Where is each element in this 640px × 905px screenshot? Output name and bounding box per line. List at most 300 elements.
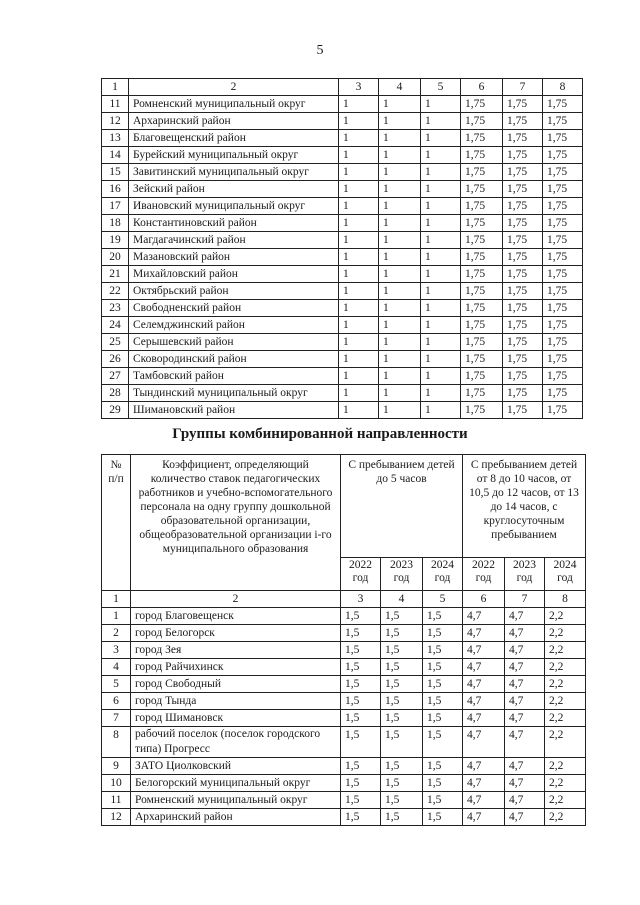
coefficient-cell: 1 [421, 266, 461, 283]
coefficient-cell: 1,75 [543, 198, 583, 215]
coefficient-cell: 1 [379, 317, 421, 334]
coefficient-cell: 1,75 [503, 368, 543, 385]
year-header-cell: 2022 год [463, 558, 505, 591]
coefficient-cell: 1 [379, 385, 421, 402]
coefficient-cell: 1,75 [503, 300, 543, 317]
column-number-cell: 7 [503, 79, 543, 96]
municipality-cell: Сковородинский район [129, 351, 339, 368]
coefficient-cell: 1 [421, 198, 461, 215]
municipality-cell: город Благовещенск [131, 608, 341, 625]
table-row [102, 676, 586, 693]
table-row [102, 164, 583, 181]
coefficient-cell: 4,7 [463, 642, 505, 659]
coefficient-cell: 1,5 [381, 758, 423, 775]
coefficient-cell: 1,5 [423, 775, 463, 792]
column-number-cell: 2 [131, 591, 341, 608]
coefficient-cell: 1 [421, 368, 461, 385]
coefficient-cell: 1,5 [423, 608, 463, 625]
table-row [102, 758, 586, 775]
municipality-cell: ЗАТО Циолковский [131, 758, 341, 775]
table-row [102, 266, 583, 283]
coefficient-cell: 1,5 [423, 710, 463, 727]
coefficient-cell: 1 [421, 96, 461, 113]
table-row [102, 249, 583, 266]
table-row [102, 727, 586, 758]
year-header-cell: 2024 год [545, 558, 586, 591]
coefficient-cell: 1 [421, 130, 461, 147]
coefficient-cell: 1,5 [341, 710, 381, 727]
coefficient-cell: 1,5 [423, 625, 463, 642]
coefficient-cell: 1 [421, 402, 461, 419]
coefficient-cell: 2,2 [545, 809, 586, 826]
coefficient-cell: 1,75 [503, 266, 543, 283]
coefficient-cell: 1 [339, 317, 379, 334]
coefficient-cell: 1 [379, 198, 421, 215]
coefficient-cell: 1,5 [341, 625, 381, 642]
row-number-cell: 3 [102, 642, 131, 659]
coefficient-cell: 2,2 [545, 608, 586, 625]
coefficient-cell: 1,75 [503, 402, 543, 419]
coefficient-cell: 1,75 [543, 130, 583, 147]
column-description-header: Коэффициент, определяющий количество ставок педагогических работников и учебно-вспомогательного персонала на одну группу дошкольной образовательной организации, общеобразовательной организации i-го муниципального образования [131, 455, 341, 591]
coefficient-cell: 1 [421, 351, 461, 368]
coefficient-cell: 4,7 [463, 792, 505, 809]
coefficient-cell: 1,5 [341, 809, 381, 826]
coefficient-cell: 4,7 [505, 727, 545, 758]
coefficient-cell: 1 [339, 181, 379, 198]
coefficient-cell: 1,5 [341, 642, 381, 659]
coefficient-cell: 2,2 [545, 792, 586, 809]
coefficient-cell: 1 [339, 96, 379, 113]
coefficient-cell: 1,75 [543, 96, 583, 113]
coefficient-cell: 2,2 [545, 642, 586, 659]
coefficient-cell: 1,5 [341, 693, 381, 710]
coefficient-cell: 1 [379, 215, 421, 232]
coefficient-cell: 4,7 [505, 676, 545, 693]
year-header-cell: 2024 год [423, 558, 463, 591]
table-row [102, 625, 586, 642]
coefficient-cell: 4,7 [463, 659, 505, 676]
coefficient-cell: 1,5 [341, 758, 381, 775]
coefficient-cell: 1 [379, 232, 421, 249]
coefficient-cell: 1 [379, 181, 421, 198]
coefficient-cell: 1 [339, 232, 379, 249]
group-short-stay-header: С пребыванием детей до 5 часов [341, 455, 463, 558]
coefficient-cell: 1,5 [341, 659, 381, 676]
coefficient-cell: 1,75 [461, 130, 503, 147]
coefficient-cell: 1,75 [503, 385, 543, 402]
table-row [102, 334, 583, 351]
municipality-cell: Белогорский муниципальный округ [131, 775, 341, 792]
coefficient-cell: 1,5 [423, 792, 463, 809]
coefficient-cell: 1,75 [543, 164, 583, 181]
coefficient-cell: 1 [339, 351, 379, 368]
year-header-cell: 2022 год [341, 558, 381, 591]
coefficient-cell: 1,75 [543, 283, 583, 300]
row-number-cell: 24 [102, 317, 129, 334]
coefficient-cell: 1 [339, 147, 379, 164]
municipality-cell: Тындинский муниципальный округ [129, 385, 339, 402]
coefficient-cell: 1 [339, 113, 379, 130]
coefficient-cell: 1 [339, 334, 379, 351]
coefficient-cell: 1 [379, 402, 421, 419]
row-number-cell: 27 [102, 368, 129, 385]
coefficient-cell: 4,7 [505, 659, 545, 676]
row-number-cell: 4 [102, 659, 131, 676]
coefficient-cell: 1,5 [341, 775, 381, 792]
municipality-cell: Архаринский район [129, 113, 339, 130]
municipality-cell: Ивановский муниципальный округ [129, 198, 339, 215]
table-row [102, 198, 583, 215]
municipality-cell: город Шимановск [131, 710, 341, 727]
table-row [102, 351, 583, 368]
coefficient-cell: 4,7 [505, 693, 545, 710]
coefficient-cell: 1,75 [461, 368, 503, 385]
coefficient-cell: 1,5 [423, 809, 463, 826]
coefficient-cell: 4,7 [505, 642, 545, 659]
coefficient-cell: 4,7 [463, 809, 505, 826]
coefficient-cell: 1,75 [461, 96, 503, 113]
coefficient-cell: 1 [379, 113, 421, 130]
coefficient-cell: 1,75 [543, 113, 583, 130]
coefficient-cell: 1,75 [461, 232, 503, 249]
column-number-cell: 8 [543, 79, 583, 96]
row-number-cell: 26 [102, 351, 129, 368]
coefficient-cell: 1 [339, 266, 379, 283]
coefficient-cell: 1,75 [503, 181, 543, 198]
municipality-cell: Завитинский муниципальный округ [129, 164, 339, 181]
row-number-cell: 8 [102, 727, 131, 758]
column-number-header: № п/п [102, 455, 131, 591]
row-number-cell: 25 [102, 334, 129, 351]
coefficient-cell: 1,75 [503, 249, 543, 266]
row-number-cell: 19 [102, 232, 129, 249]
coefficient-cell: 4,7 [463, 676, 505, 693]
row-number-cell: 12 [102, 113, 129, 130]
coefficient-cell: 1,75 [503, 147, 543, 164]
table-row [102, 130, 583, 147]
table-row [102, 809, 586, 826]
coefficient-cell: 1,5 [381, 642, 423, 659]
coefficient-cell: 1 [379, 266, 421, 283]
coefficient-cell: 1 [421, 385, 461, 402]
coefficient-cell: 1,5 [423, 659, 463, 676]
coefficient-cell: 1,75 [503, 232, 543, 249]
column-numbering-row [102, 591, 586, 608]
coefficient-cell: 1,5 [381, 693, 423, 710]
coefficient-cell: 1,75 [461, 334, 503, 351]
coefficient-cell: 4,7 [463, 758, 505, 775]
coefficient-cell: 4,7 [505, 710, 545, 727]
row-number-cell: 28 [102, 385, 129, 402]
coefficient-cell: 1,5 [423, 727, 463, 758]
coefficient-cell: 1 [339, 215, 379, 232]
coefficient-cell: 4,7 [505, 792, 545, 809]
municipality-cell: Архаринский район [131, 809, 341, 826]
coefficient-cell: 1,75 [503, 317, 543, 334]
coefficient-cell: 1,5 [423, 693, 463, 710]
coefficient-cell: 4,7 [463, 608, 505, 625]
coefficient-cell: 2,2 [545, 625, 586, 642]
coefficient-cell: 1 [421, 317, 461, 334]
row-number-cell: 17 [102, 198, 129, 215]
municipality-cell: Магдагачинский район [129, 232, 339, 249]
coefficient-cell: 4,7 [463, 710, 505, 727]
table-row [102, 693, 586, 710]
coefficient-cell: 1 [339, 164, 379, 181]
row-number-cell: 11 [102, 96, 129, 113]
table-row [102, 300, 583, 317]
coefficient-cell: 1,75 [461, 181, 503, 198]
column-number-cell: 6 [463, 591, 505, 608]
coefficient-cell: 2,2 [545, 758, 586, 775]
table-row [102, 642, 586, 659]
coefficient-cell: 1,5 [381, 608, 423, 625]
coefficient-cell: 1,5 [341, 608, 381, 625]
coefficient-cell: 1,5 [341, 792, 381, 809]
column-number-cell: 7 [505, 591, 545, 608]
coefficient-cell: 1,75 [461, 402, 503, 419]
coefficient-cell: 1 [339, 198, 379, 215]
coefficient-cell: 1,5 [381, 809, 423, 826]
row-number-cell: 15 [102, 164, 129, 181]
row-number-cell: 2 [102, 625, 131, 642]
coefficient-cell: 1 [379, 300, 421, 317]
municipality-cell: город Райчихинск [131, 659, 341, 676]
table-row [102, 385, 583, 402]
coefficient-cell: 1,75 [461, 215, 503, 232]
coefficient-cell: 1,75 [543, 232, 583, 249]
coefficient-cell: 4,7 [505, 625, 545, 642]
municipality-cell: Шимановский район [129, 402, 339, 419]
coefficient-cell: 1 [339, 300, 379, 317]
coefficient-cell: 1,75 [543, 266, 583, 283]
coefficient-cell: 2,2 [545, 659, 586, 676]
coefficient-cell: 1,5 [341, 676, 381, 693]
row-number-cell: 21 [102, 266, 129, 283]
municipality-cell: Бурейский муниципальный округ [129, 147, 339, 164]
coefficient-cell: 4,7 [463, 625, 505, 642]
table-row [102, 775, 586, 792]
coefficient-cell: 1,5 [423, 676, 463, 693]
municipality-cell: Ромненский муниципальный округ [129, 96, 339, 113]
row-number-cell: 29 [102, 402, 129, 419]
column-number-cell: 5 [423, 591, 463, 608]
column-number-cell: 8 [545, 591, 586, 608]
coefficient-cell: 1,75 [461, 283, 503, 300]
coefficient-cell: 1 [421, 181, 461, 198]
coefficient-cell: 1,75 [503, 283, 543, 300]
coefficient-cell: 1,75 [503, 164, 543, 181]
coefficient-cell: 1,75 [543, 317, 583, 334]
municipality-cell: Зейский район [129, 181, 339, 198]
table-row [102, 232, 583, 249]
coefficients-table-continued [101, 78, 583, 419]
municipality-cell: Мазановский район [129, 249, 339, 266]
coefficient-cell: 1,75 [543, 402, 583, 419]
coefficient-cell: 2,2 [545, 693, 586, 710]
table-row [102, 792, 586, 809]
column-number-cell: 5 [421, 79, 461, 96]
coefficient-cell: 1 [421, 164, 461, 181]
municipality-cell: город Зея [131, 642, 341, 659]
table-row [102, 215, 583, 232]
table-row [102, 402, 583, 419]
row-number-cell: 14 [102, 147, 129, 164]
coefficient-cell: 1,75 [461, 300, 503, 317]
coefficient-cell: 1,75 [461, 351, 503, 368]
coefficient-cell: 1 [339, 130, 379, 147]
coefficient-cell: 1,75 [543, 385, 583, 402]
coefficient-cell: 1,5 [381, 775, 423, 792]
row-number-cell: 11 [102, 792, 131, 809]
coefficient-cell: 1,75 [503, 130, 543, 147]
coefficient-cell: 1,5 [423, 758, 463, 775]
coefficient-cell: 4,7 [505, 809, 545, 826]
coefficient-cell: 1 [421, 215, 461, 232]
row-number-cell: 12 [102, 809, 131, 826]
coefficient-cell: 1 [379, 334, 421, 351]
table-row [102, 147, 583, 164]
coefficient-cell: 1,5 [381, 659, 423, 676]
table-row [102, 710, 586, 727]
coefficient-cell: 1 [421, 283, 461, 300]
coefficient-cell: 1,5 [381, 625, 423, 642]
coefficient-cell: 1 [379, 147, 421, 164]
coefficient-cell: 4,7 [505, 608, 545, 625]
page-number: 5 [316, 43, 324, 58]
table-row [102, 96, 583, 113]
coefficient-cell: 1,75 [543, 249, 583, 266]
coefficient-cell: 1,75 [461, 147, 503, 164]
coefficient-cell: 4,7 [463, 693, 505, 710]
coefficient-cell: 1,5 [381, 727, 423, 758]
column-number-cell: 3 [341, 591, 381, 608]
coefficient-cell: 1 [339, 385, 379, 402]
table-row [102, 317, 583, 334]
group-long-stay-header: С пребыванием детей от 8 до 10 часов, от 10,5 до 12 часов, от 13 до 14 часов, с круглосуточным пребыванием [463, 455, 586, 558]
year-header-cell: 2023 год [505, 558, 545, 591]
section-title: Группы комбинированной направленности [172, 426, 468, 442]
coefficient-cell: 1 [379, 164, 421, 181]
table-row [102, 181, 583, 198]
column-number-cell: 6 [461, 79, 503, 96]
municipality-cell: Серышевский район [129, 334, 339, 351]
column-number-cell: 3 [339, 79, 379, 96]
row-number-cell: 9 [102, 758, 131, 775]
column-number-cell: 4 [379, 79, 421, 96]
coefficient-cell: 1,75 [543, 215, 583, 232]
coefficient-cell: 1 [421, 334, 461, 351]
coefficient-cell: 1,75 [503, 113, 543, 130]
municipality-cell: город Белогорск [131, 625, 341, 642]
municipality-cell: Ромненский муниципальный округ [131, 792, 341, 809]
coefficient-cell: 1,5 [381, 676, 423, 693]
coefficient-cell: 1,75 [543, 368, 583, 385]
coefficient-cell: 1,75 [543, 181, 583, 198]
municipality-cell: Селемджинский район [129, 317, 339, 334]
coefficient-cell: 1,75 [503, 351, 543, 368]
coefficient-cell: 1,75 [461, 198, 503, 215]
coefficient-cell: 1,75 [543, 334, 583, 351]
coefficient-cell: 1 [379, 351, 421, 368]
coefficient-cell: 1 [339, 368, 379, 385]
coefficient-cell: 1,75 [543, 147, 583, 164]
coefficient-cell: 1,75 [503, 96, 543, 113]
row-number-cell: 6 [102, 693, 131, 710]
column-number-cell: 1 [102, 591, 131, 608]
coefficient-cell: 4,7 [505, 775, 545, 792]
table-row [102, 283, 583, 300]
coefficient-cell: 1 [421, 232, 461, 249]
coefficient-cell: 1,75 [461, 266, 503, 283]
row-number-cell: 20 [102, 249, 129, 266]
coefficient-cell: 4,7 [505, 758, 545, 775]
table-row [102, 659, 586, 676]
coefficient-cell: 2,2 [545, 775, 586, 792]
table-row [102, 608, 586, 625]
column-number-cell: 4 [381, 591, 423, 608]
municipality-cell: Константиновский район [129, 215, 339, 232]
coefficient-cell: 4,7 [463, 775, 505, 792]
row-number-cell: 1 [102, 608, 131, 625]
table-row [102, 113, 583, 130]
row-number-cell: 16 [102, 181, 129, 198]
municipality-cell: рабочий поселок (поселок городского типа) Прогресс [131, 727, 341, 758]
municipality-cell: Октябрьский район [129, 283, 339, 300]
table-row [102, 368, 583, 385]
municipality-cell: Свободненский район [129, 300, 339, 317]
row-number-cell: 5 [102, 676, 131, 693]
row-number-cell: 7 [102, 710, 131, 727]
coefficient-cell: 1 [421, 147, 461, 164]
coefficient-cell: 1 [339, 283, 379, 300]
coefficient-cell: 1,5 [423, 642, 463, 659]
coefficient-cell: 1,75 [503, 215, 543, 232]
coefficient-cell: 1 [379, 283, 421, 300]
coefficient-cell: 1,75 [461, 385, 503, 402]
coefficient-cell: 1 [379, 368, 421, 385]
coefficient-cell: 1,5 [381, 792, 423, 809]
coefficient-cell: 1,75 [461, 164, 503, 181]
row-number-cell: 18 [102, 215, 129, 232]
column-number-cell: 2 [129, 79, 339, 96]
coefficient-cell: 1,5 [381, 710, 423, 727]
municipality-cell: Тамбовский район [129, 368, 339, 385]
row-number-cell: 23 [102, 300, 129, 317]
year-header-cell: 2023 год [381, 558, 423, 591]
coefficient-cell: 1 [339, 402, 379, 419]
table-header-row [102, 455, 586, 558]
coefficient-cell: 4,7 [463, 727, 505, 758]
row-number-cell: 13 [102, 130, 129, 147]
column-number-cell: 1 [102, 79, 129, 96]
coefficient-cell: 1 [421, 249, 461, 266]
coefficient-cell: 2,2 [545, 676, 586, 693]
row-number-cell: 10 [102, 775, 131, 792]
coefficient-cell: 1,75 [461, 113, 503, 130]
row-number-cell: 22 [102, 283, 129, 300]
municipality-cell: Благовещенский район [129, 130, 339, 147]
municipality-cell: город Тында [131, 693, 341, 710]
municipality-cell: Михайловский район [129, 266, 339, 283]
coefficient-cell: 1,75 [543, 300, 583, 317]
coefficient-cell: 1 [379, 249, 421, 266]
coefficient-cell: 1,75 [461, 317, 503, 334]
coefficient-cell: 1 [339, 249, 379, 266]
coefficient-cell: 2,2 [545, 727, 586, 758]
coefficient-cell: 1,75 [543, 351, 583, 368]
